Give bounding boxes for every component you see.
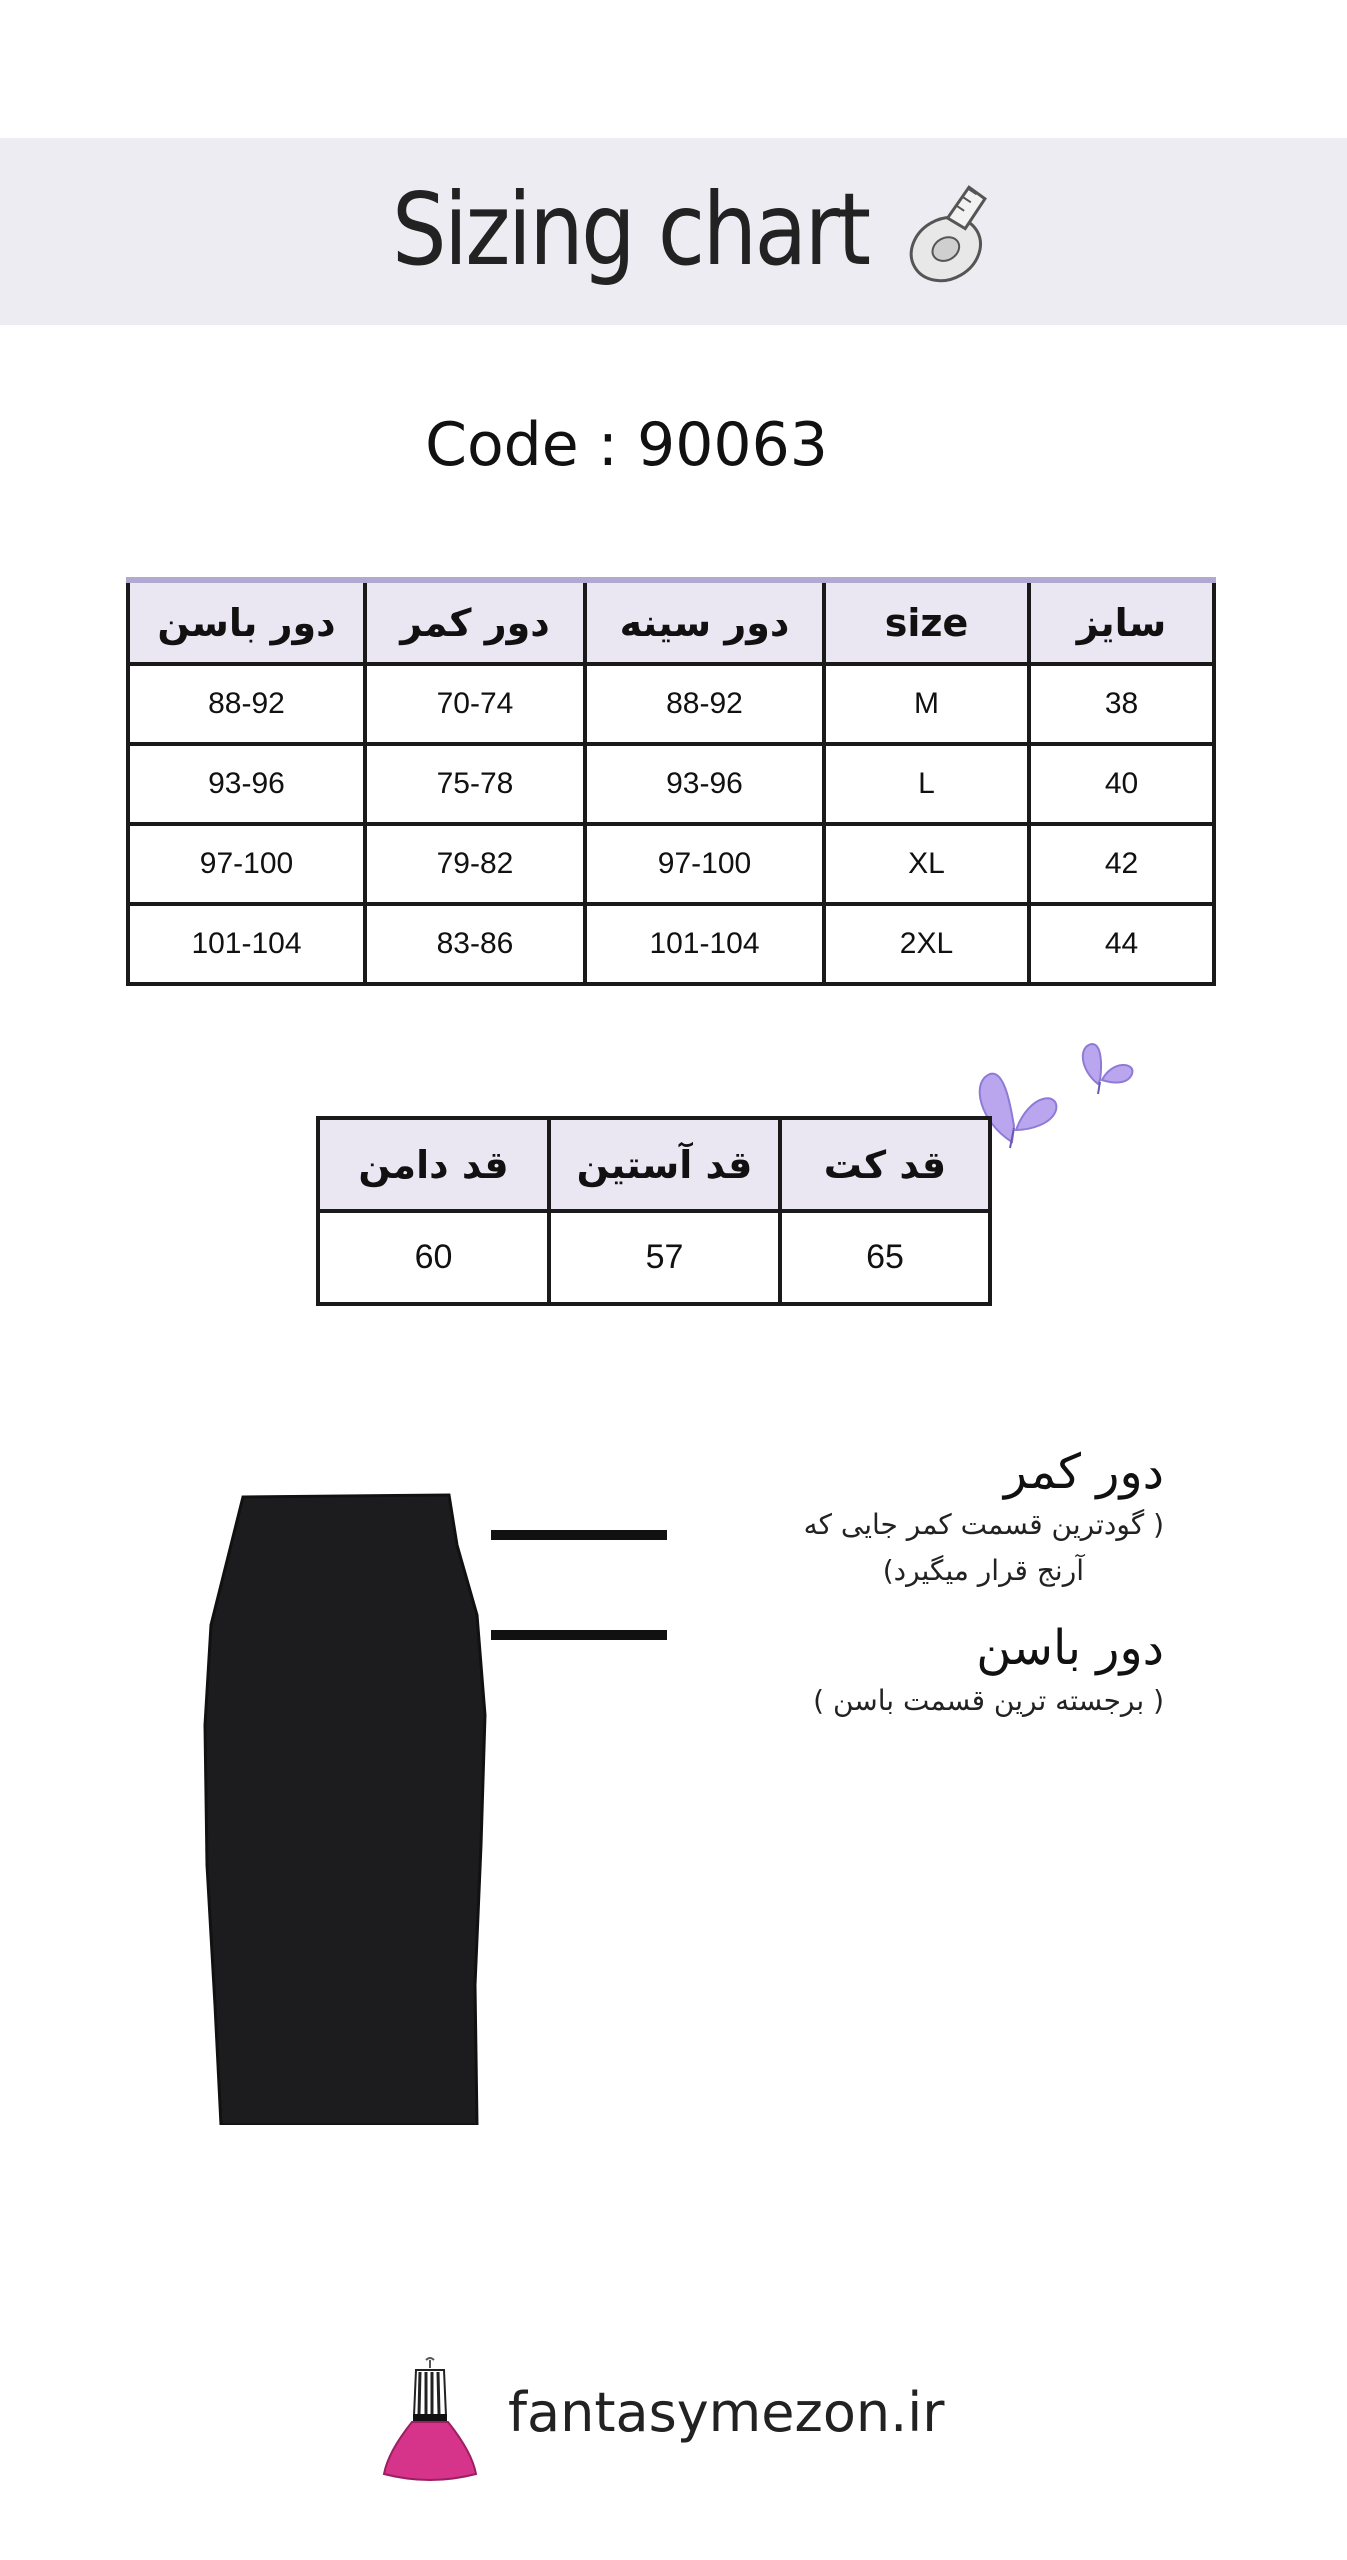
table-row: [128, 664, 1214, 744]
length-table: [316, 1116, 992, 1306]
site-url: fantasymezon.ir: [508, 2381, 945, 2444]
cell-waist: 83-86: [365, 904, 585, 984]
cell-sleeve-length: 57: [549, 1211, 780, 1304]
skirt-illustration: [195, 1485, 495, 2125]
header-sleeve-length: قد آستین: [549, 1118, 780, 1211]
cell-size-fa: 44: [1029, 904, 1214, 984]
table-row: [128, 824, 1214, 904]
waist-desc-line1: ( گودترین قسمت کمر جایی که: [803, 1508, 1164, 1541]
cell-chest: 97-100: [585, 824, 824, 904]
header-hip: دور باسن: [128, 580, 365, 664]
hip-indicator-line: [491, 1630, 667, 1640]
cell-size-fa: 40: [1029, 744, 1214, 824]
cell-hip: 101-104: [128, 904, 365, 984]
size-table: [126, 577, 1216, 986]
hip-desc: ( برجسته ترین قسمت باسن ): [813, 1684, 1164, 1717]
header-chest: دور سینه: [585, 580, 824, 664]
cell-waist: 79-82: [365, 824, 585, 904]
table-row: [318, 1211, 990, 1304]
cell-waist: 75-78: [365, 744, 585, 824]
cell-chest: 93-96: [585, 744, 824, 824]
cell-size-fa: 38: [1029, 664, 1214, 744]
cell-hip: 97-100: [128, 824, 365, 904]
waist-title: دور کمر: [1003, 1444, 1164, 1500]
cell-hip: 93-96: [128, 744, 365, 824]
cell-chest: 101-104: [585, 904, 824, 984]
size-table-header-row: [128, 580, 1214, 664]
cell-size: XL: [824, 824, 1029, 904]
header-waist: دور کمر: [365, 580, 585, 664]
header-size-fa: سایز: [1029, 580, 1214, 664]
waist-indicator-line: [491, 1530, 667, 1540]
cell-size: M: [824, 664, 1029, 744]
cell-size: L: [824, 744, 1029, 824]
length-table-header-row: [318, 1118, 990, 1211]
cell-skirt-length: 60: [318, 1211, 549, 1304]
header-size: size: [824, 580, 1029, 664]
cell-waist: 70-74: [365, 664, 585, 744]
waist-note: [804, 1442, 1164, 1594]
cell-hip: 88-92: [128, 664, 365, 744]
page-title: Sizing chart: [392, 171, 869, 288]
cell-size: 2XL: [824, 904, 1029, 984]
product-code: Code : 90063: [425, 410, 828, 480]
table-row: [128, 904, 1214, 984]
cell-chest: 88-92: [585, 664, 824, 744]
header-skirt-length: قد دامن: [318, 1118, 549, 1211]
header-jacket-length: قد کت: [780, 1118, 990, 1211]
cell-size-fa: 42: [1029, 824, 1214, 904]
table-row: [128, 744, 1214, 824]
waist-desc-line2: آرنج قرار میگیرد): [882, 1554, 1084, 1587]
cell-jacket-length: 65: [780, 1211, 990, 1304]
measuring-tape-icon: [896, 183, 1006, 293]
hip-title: دور باسن: [976, 1620, 1164, 1676]
dress-logo-icon: [382, 2356, 478, 2486]
hip-note: [813, 1618, 1164, 1724]
